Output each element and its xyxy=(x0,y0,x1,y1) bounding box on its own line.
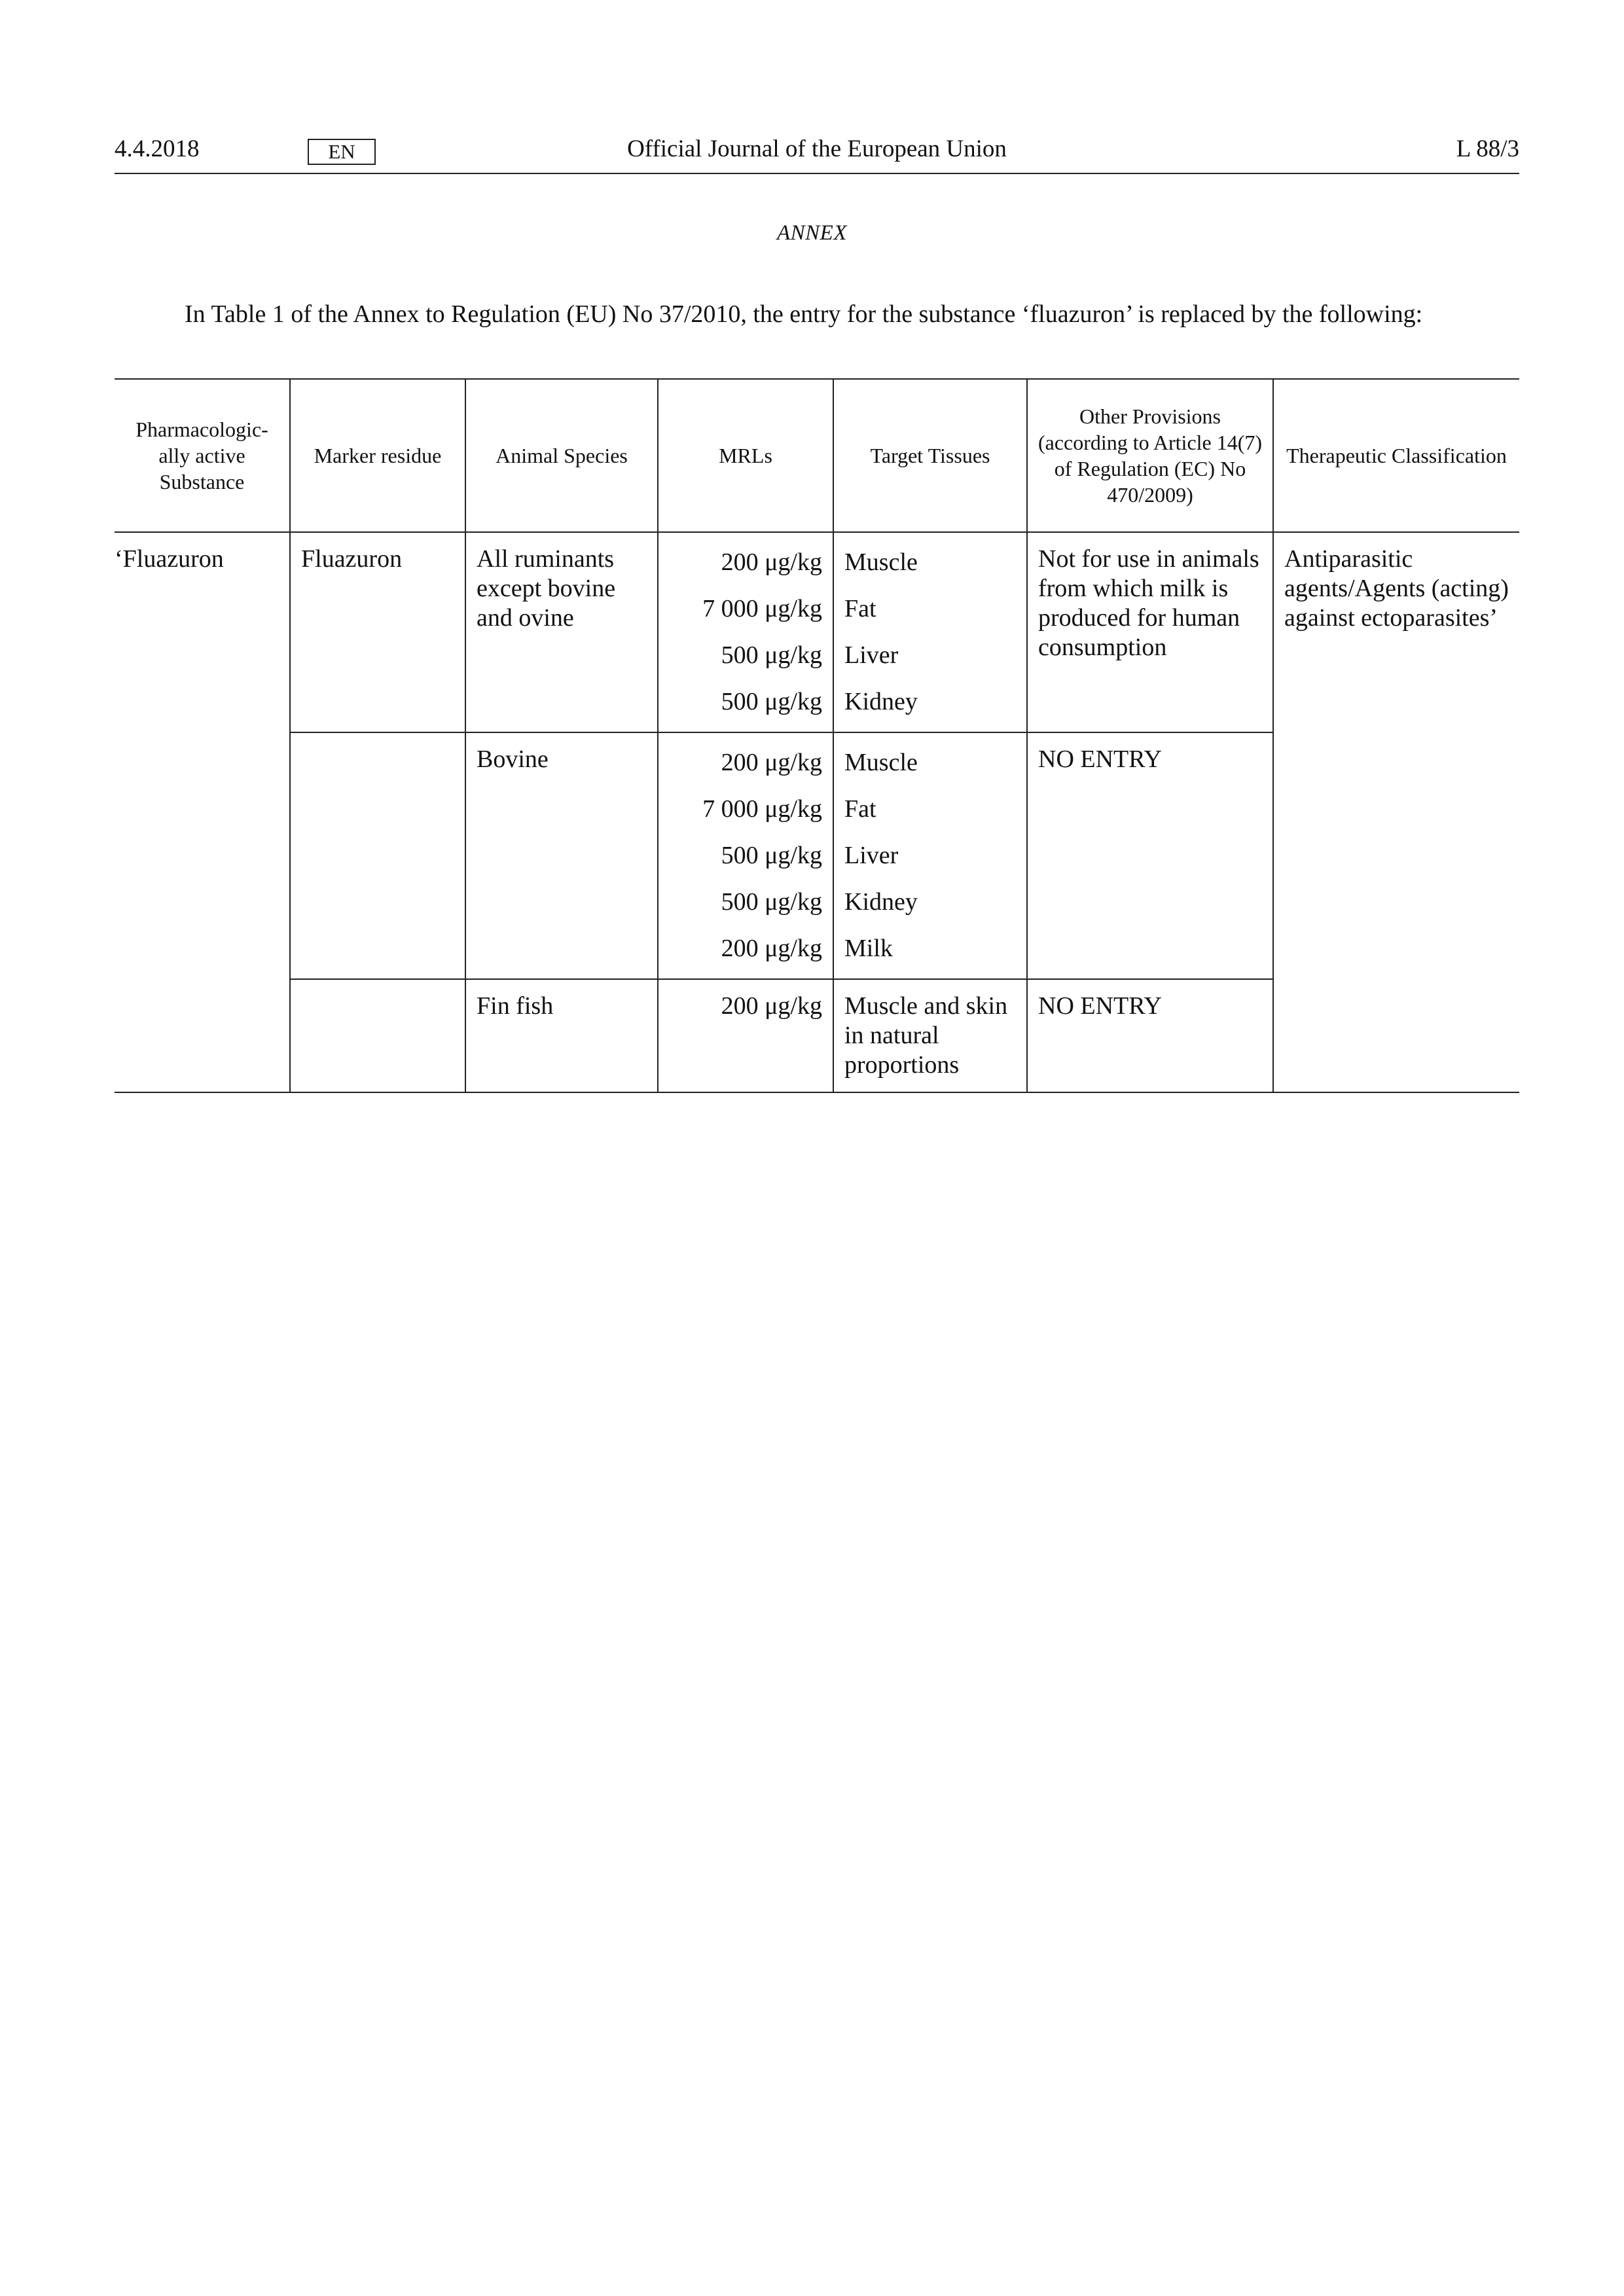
col-header-marker-residue: Marker residue xyxy=(290,379,465,532)
table-header-row xyxy=(115,379,1519,532)
col-header-mrls: MRLs xyxy=(658,379,833,532)
page-reference: L 88/3 xyxy=(1456,135,1519,162)
col-header-substance: Pharmacologic-ally active Substance xyxy=(115,379,290,532)
tissue-value: Muscle xyxy=(844,749,918,776)
publication-date: 4.4.2018 xyxy=(115,135,200,162)
col-header-target-tissues: Target Tissues xyxy=(833,379,1027,532)
mrl-value: 500 μg/kg xyxy=(721,688,822,715)
species-cell: All ruminants except bovine and ovine xyxy=(465,532,658,732)
tissue-value: Milk xyxy=(844,935,893,962)
mrl-value: 500 μg/kg xyxy=(721,842,822,869)
journal-title: Official Journal of the European Union xyxy=(627,135,1007,162)
tissue-value: Fat xyxy=(844,595,876,622)
mrl-value: 200 μg/kg xyxy=(721,548,822,576)
tissue-cell: Muscle and skin in natural proportions xyxy=(833,979,1027,1092)
therapeutic-classification-cell: Antiparasitic agents/Agents (acting) against ectoparasites’ xyxy=(1273,532,1519,1092)
provisions-cell: NO ENTRY xyxy=(1027,979,1273,1092)
empty-cell xyxy=(115,732,290,979)
empty-cell xyxy=(290,732,465,979)
provisions-cell: Not for use in animals from which milk is produced for human consumption xyxy=(1027,532,1273,732)
col-header-other-provisions: Other Provisions (according to Article 14(7) of Regulation (EC) No 470/2009) xyxy=(1027,379,1273,532)
page-header xyxy=(115,134,1519,174)
substance-cell: ‘Fluazuron xyxy=(115,532,290,732)
mrl-cell xyxy=(658,532,833,732)
tissue-cell xyxy=(833,732,1027,979)
species-cell: Fin fish xyxy=(465,979,658,1092)
annex-title: ANNEX xyxy=(777,221,847,245)
species-cell: Bovine xyxy=(465,732,658,979)
col-header-animal-species: Animal Species xyxy=(465,379,658,532)
tissue-value: Kidney xyxy=(844,888,918,916)
mrl-value: 500 μg/kg xyxy=(721,641,822,669)
mrl-value: 200 μg/kg xyxy=(721,749,822,776)
language-badge: EN xyxy=(308,139,376,165)
mrl-value: 7 000 μg/kg xyxy=(702,795,822,823)
tissue-value: Fat xyxy=(844,795,876,823)
empty-cell xyxy=(290,979,465,1092)
tissue-cell xyxy=(833,532,1027,732)
mrl-cell: 200 μg/kg xyxy=(658,979,833,1092)
mrl-value: 7 000 μg/kg xyxy=(702,595,822,622)
provisions-cell: NO ENTRY xyxy=(1027,732,1273,979)
col-header-therapeutic-classification: Therapeutic Classification xyxy=(1273,379,1519,532)
mrl-value: 200 μg/kg xyxy=(721,935,822,962)
empty-cell xyxy=(115,979,290,1092)
tissue-value: Muscle xyxy=(844,548,918,576)
intro-paragraph: In Table 1 of the Annex to Regulation (EU) No 37/2010, the entry for the substance ‘fluazuron’ is replaced by the following: xyxy=(185,300,1423,328)
tissue-value: Kidney xyxy=(844,688,918,715)
tissue-value: Liver xyxy=(844,842,899,869)
tissue-value: Liver xyxy=(844,641,899,669)
mrl-value: 500 μg/kg xyxy=(721,888,822,916)
mrl-cell xyxy=(658,732,833,979)
table-row xyxy=(115,532,1519,732)
marker-residue-cell: Fluazuron xyxy=(290,532,465,732)
mrl-table xyxy=(115,378,1519,1093)
